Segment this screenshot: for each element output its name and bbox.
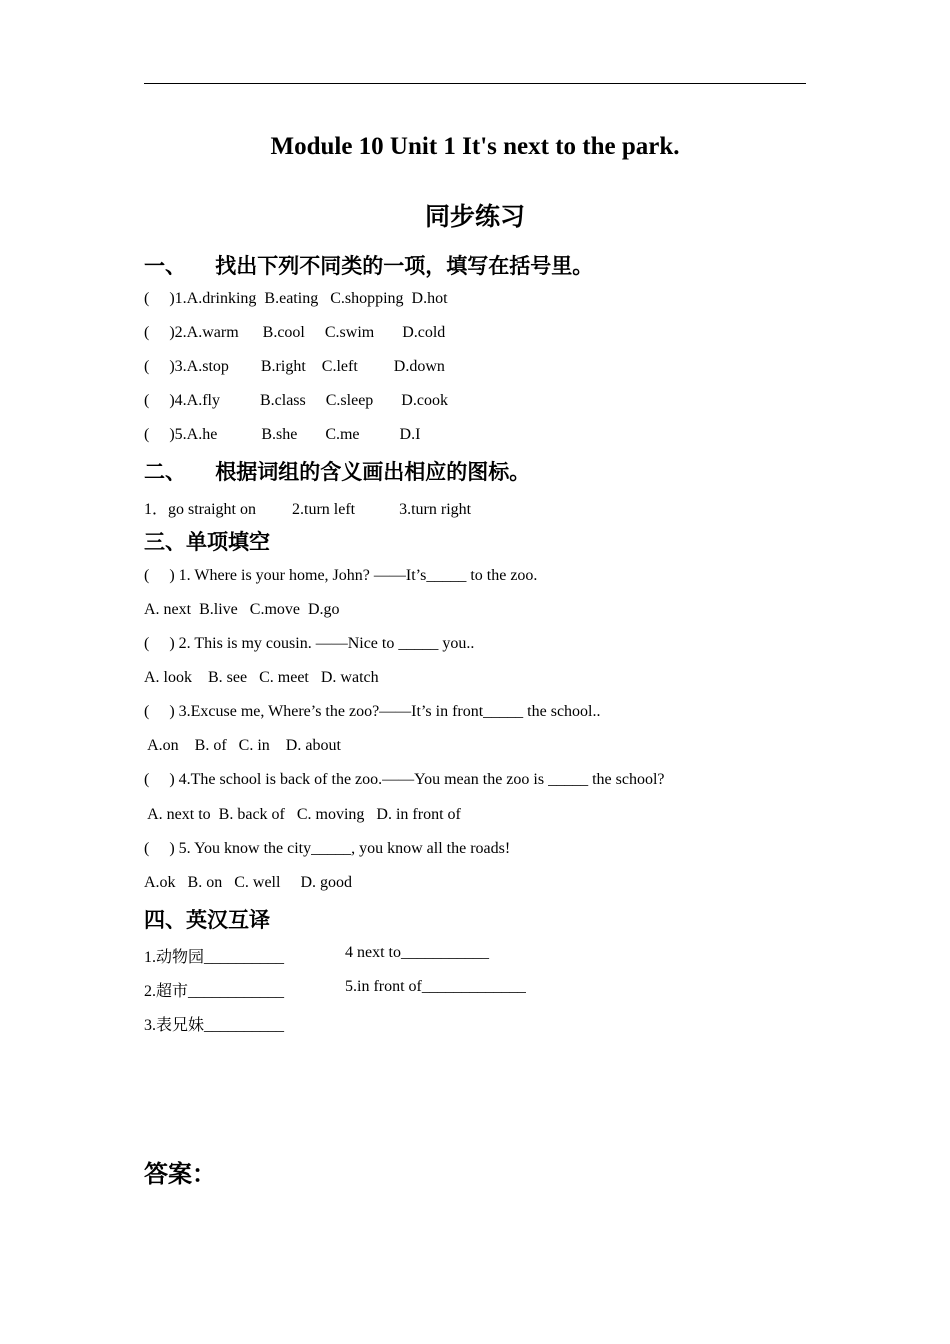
section3-options-5: A.ok B. on C. well D. good [144, 874, 352, 891]
section3-heading: 三、单项填空 [144, 530, 270, 554]
section3-question-2: ( ) 2. This is my cousin. ——Nice to _____ you.. [144, 635, 475, 652]
section1-heading: 一、 找出下列不同类的一项，填写在括号里。 [144, 254, 594, 278]
section3-options-3: A.on B. of C. in D. about [144, 737, 341, 754]
section3-question-3: ( ) 3.Excuse me, Where’s the zoo?——It’s in front_____ the school.. [144, 703, 601, 720]
section4-item-3: 3.表兄妹__________ [144, 1017, 285, 1034]
section3-question-1: ( ) 1. Where is your home, John? ——It’s_____ to the zoo. [144, 567, 538, 584]
section4-item-4: 4 next to___________ [345, 944, 489, 961]
section2-line: 1．go straight on 2.turn left 3.turn right [144, 501, 472, 518]
section1-item-5: ( )5.A.he B.she C.me D.I [144, 426, 421, 443]
section4-heading: 四、英汉互译 [144, 908, 270, 932]
section2-heading: 二、 根据词组的含义画出相应的图标。 [144, 460, 531, 484]
answer-heading: 答案： [144, 1160, 216, 1188]
header-rule [144, 83, 806, 84]
section1-item-1: ( )1.A.drinking B.eating C.shopping D.hot [144, 290, 448, 307]
section3-options-4: A. next to B. back of C. moving D. in front of [144, 806, 461, 823]
page-title: Module 10 Unit 1 It's next to the park. [270, 133, 680, 160]
section3-question-5: ( ) 5. You know the city_____, you know all the roads! [144, 840, 511, 857]
section3-options-2: A. look B. see C. meet D. watch [144, 669, 379, 686]
section3-options-1: A. next B.live C.move D.go [144, 601, 340, 618]
section1-item-4: ( )4.A.fly B.class C.sleep D.cook [144, 392, 448, 409]
section4-item-1: 1.动物园__________ [144, 949, 285, 966]
page-subtitle: 同步练习 [424, 202, 525, 231]
section4-item-2: 2.超市____________ [144, 983, 285, 1000]
section1-item-3: ( )3.A.stop B.right C.left D.down [144, 358, 445, 375]
section3-question-4: ( ) 4.The school is back of the zoo.——You mean the zoo is _____ the school? [144, 771, 665, 788]
section4-item-5: 5.in front of_____________ [345, 978, 526, 995]
section1-item-2: ( )2.A.warm B.cool C.swim D.cold [144, 324, 446, 341]
